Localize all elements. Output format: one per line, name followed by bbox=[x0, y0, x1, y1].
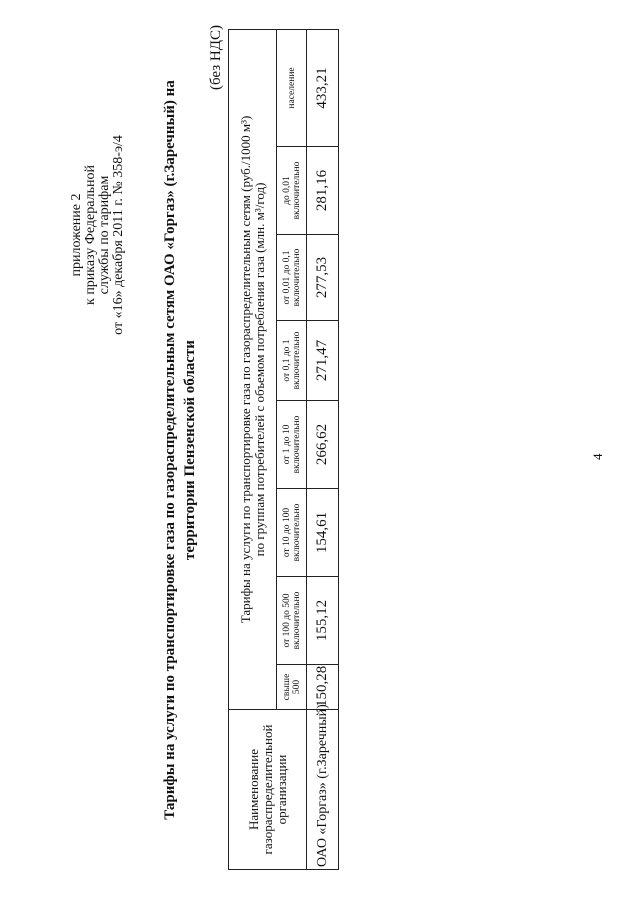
appendix-line-4: от «16» декабря 2011 г. № 358-э/4 bbox=[111, 135, 126, 335]
tariff-value: 150,28 bbox=[307, 665, 339, 710]
tariff-value: 155,12 bbox=[307, 577, 339, 665]
column-header: от 0,01 до 0,1 включительно bbox=[277, 235, 307, 321]
title-line-2: территории Пензенской области bbox=[182, 340, 198, 560]
table-row bbox=[307, 29, 339, 869]
tariff-value: 277,53 bbox=[307, 235, 339, 321]
tariff-header-line-1: Тарифы на услуги по транспортировке газа по газораспределительным сетям (руб./1000 м³) bbox=[237, 115, 253, 624]
appendix-line-3: службы по тарифам bbox=[97, 175, 112, 295]
tariff-value: 281,16 bbox=[307, 147, 339, 235]
org-name-cell: ОАО «Горгаз» (г.Заречный) bbox=[307, 710, 339, 870]
appendix-note bbox=[70, 85, 126, 385]
tariff-table bbox=[228, 29, 339, 870]
column-header: от 1 до 10 включительно bbox=[277, 401, 307, 489]
column-header: свыше 500 bbox=[277, 665, 307, 710]
column-header: до 0,01 включительно bbox=[277, 147, 307, 235]
column-header: население bbox=[277, 29, 307, 146]
title-line-1: Тарифы на услуги по транспортировке газа по газораспределительным сетям ОАО «Горгаз» (г.Заречный) на bbox=[162, 80, 178, 820]
tariff-header-line-2: по группам потребителей с объемом потребления газа (млн. м³/год) bbox=[251, 182, 267, 557]
tariff-value: 266,62 bbox=[307, 401, 339, 489]
tariff-value: 271,47 bbox=[307, 321, 339, 401]
column-header: от 0,1 до 1 включительно bbox=[277, 321, 307, 401]
tariff-value: 154,61 bbox=[307, 489, 339, 577]
column-header: от 10 до 100 включительно bbox=[277, 489, 307, 577]
page-number: 4 bbox=[590, 453, 605, 460]
vat-note: (без НДС) bbox=[208, 25, 224, 91]
tariff-value: 433,21 bbox=[307, 29, 339, 146]
appendix-line-2: к приказу Федеральной bbox=[83, 165, 98, 305]
tariff-group-header bbox=[229, 29, 277, 709]
appendix-line-1: приложение 2 bbox=[69, 193, 84, 277]
column-header: от 100 до 500 включительно bbox=[277, 577, 307, 665]
org-column-header: Наименование газораспределительной организации bbox=[229, 710, 307, 870]
document-title bbox=[160, 35, 200, 865]
